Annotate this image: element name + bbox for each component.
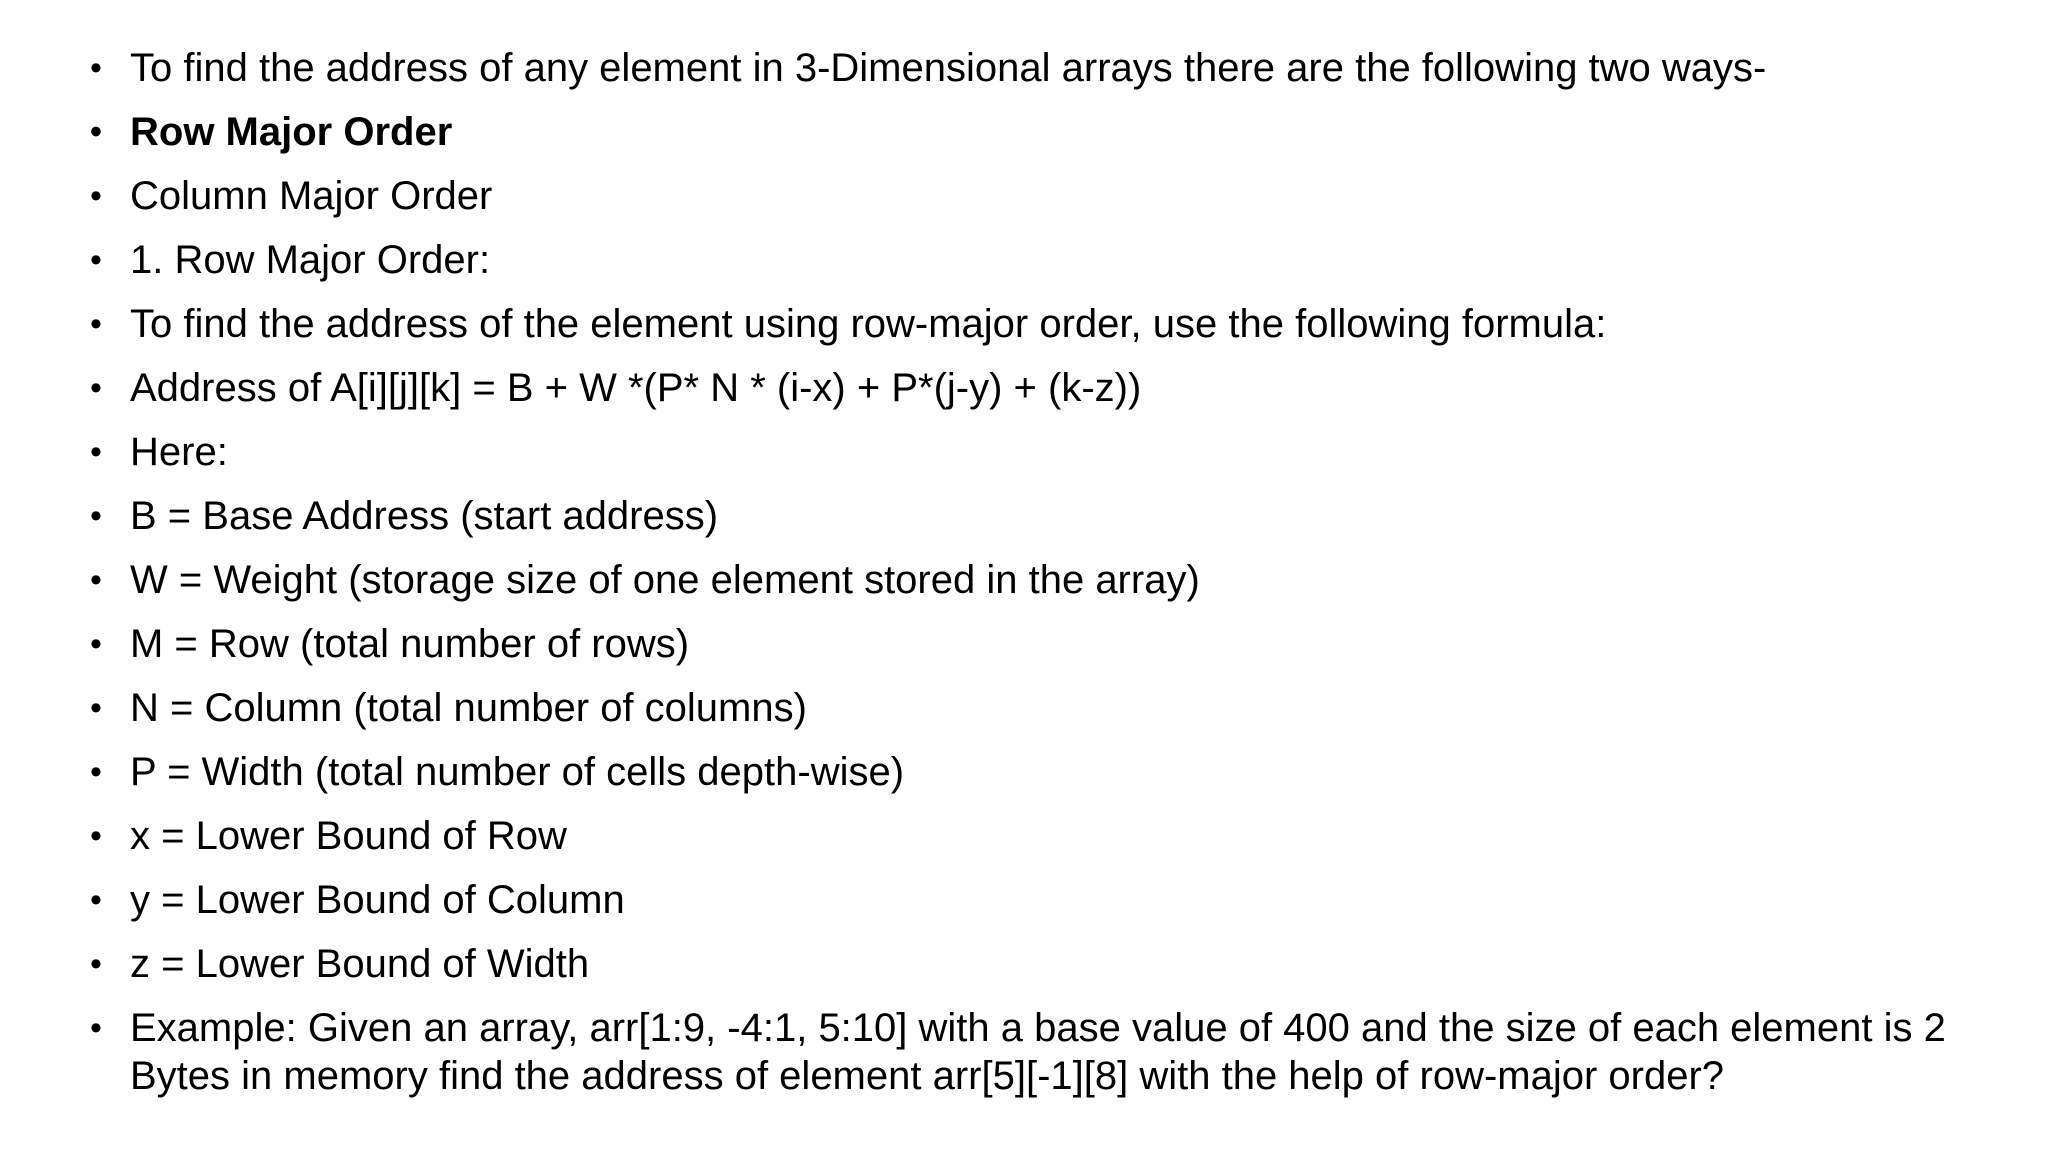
bullet-example: • Example: Given an array, arr[1:9, -4:1, 5:10] with a base value of 400 and the size of each element is 2 Bytes in memory find the address of element arr[5][-1][8] with the help of row-major order? [85,1004,2035,1100]
bullet-column-major-order: • Column Major Order [85,172,1985,220]
bullet-list [85,44,1985,1116]
bullet-formula-intro: • To find the address of the element using row-major order, use the following formula: [85,300,1985,348]
bullet-def-m: • M = Row (total number of rows) [85,620,1985,668]
bullet-def-y: • y = Lower Bound of Column [85,876,1985,924]
bullet-def-x: • x = Lower Bound of Row [85,812,1985,860]
bullet-def-b: • B = Base Address (start address) [85,492,1985,540]
bullet-row-major-order: • Row Major Order [85,108,1985,156]
bullet-intro: • To find the address of any element in 3-Dimensional arrays there are the following two ways- [85,44,1985,92]
bullet-formula: • Address of A[i][j][k] = B + W *(P* N * (i-x) + P*(j-y) + (k-z)) [85,364,1985,412]
bullet-row-major-heading: • 1. Row Major Order: [85,236,1985,284]
bullet-def-w: • W = Weight (storage size of one element stored in the array) [85,556,1985,604]
bullet-here: • Here: [85,428,1985,476]
bullet-def-n: • N = Column (total number of columns) [85,684,1985,732]
bullet-def-p: • P = Width (total number of cells depth-wise) [85,748,1985,796]
bullet-def-z: • z = Lower Bound of Width [85,940,1985,988]
